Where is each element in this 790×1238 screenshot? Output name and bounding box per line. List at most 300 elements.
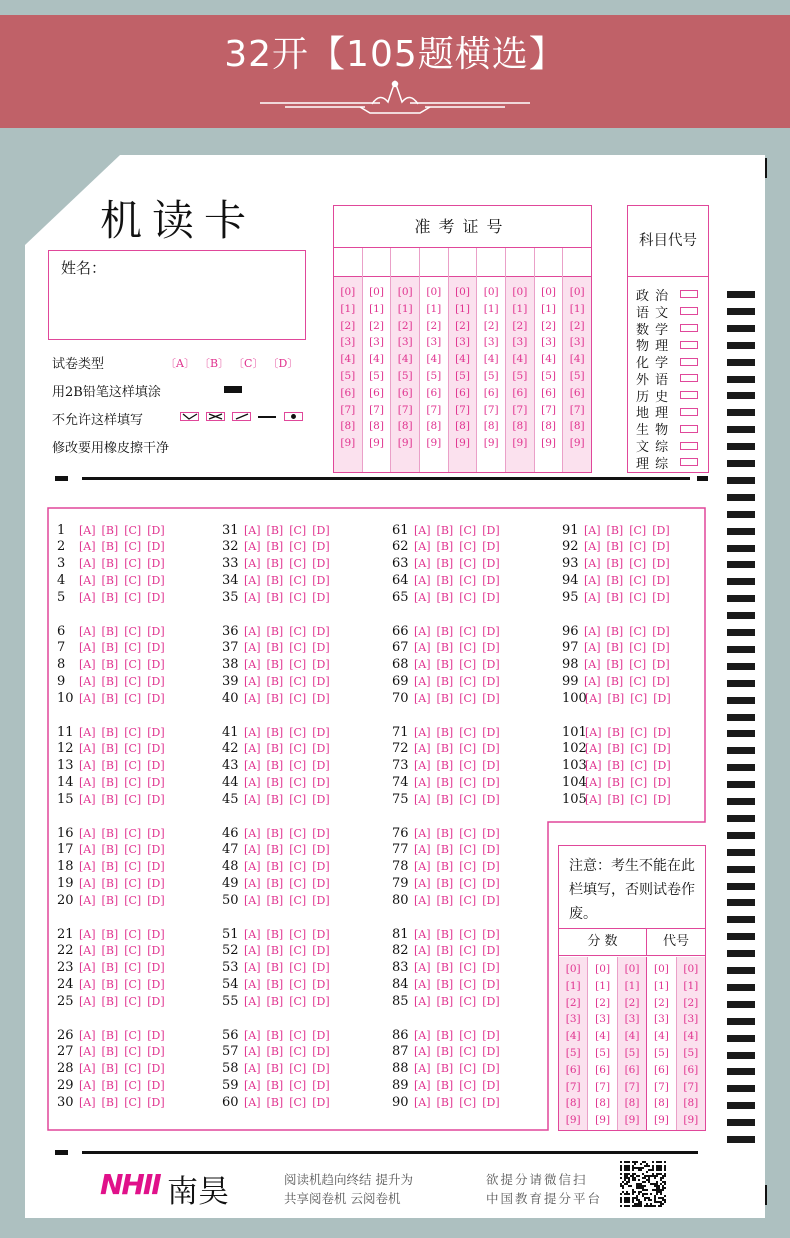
- option-d[interactable]: [D]: [312, 573, 330, 587]
- option-a[interactable]: [A]: [244, 590, 261, 604]
- option-d[interactable]: [D]: [312, 1095, 330, 1109]
- ticket-bubble-3[interactable]: [3]: [569, 336, 585, 349]
- option-b[interactable]: [B]: [101, 893, 119, 907]
- option-d[interactable]: [D]: [147, 994, 165, 1008]
- option-b[interactable]: [B]: [101, 725, 119, 739]
- option-a[interactable]: [A]: [79, 658, 96, 672]
- option-a[interactable]: [A]: [414, 573, 431, 587]
- option-d[interactable]: [D]: [482, 944, 500, 958]
- option-d[interactable]: [D]: [482, 674, 500, 688]
- option-b[interactable]: [B]: [266, 994, 284, 1008]
- option-a[interactable]: [A]: [244, 573, 261, 587]
- ticket-bubble-3[interactable]: [3]: [455, 336, 470, 349]
- option-b[interactable]: [B]: [101, 1078, 119, 1092]
- ticket-bubble-7[interactable]: [7]: [569, 403, 585, 416]
- option-b[interactable]: [B]: [606, 523, 624, 537]
- ticket-bubble-6[interactable]: [6]: [541, 386, 556, 399]
- ticket-bubble-1[interactable]: [1]: [569, 302, 585, 315]
- ticket-bubble-5[interactable]: [5]: [455, 369, 470, 382]
- option-c[interactable]: [C]: [629, 540, 647, 554]
- option-d[interactable]: [D]: [147, 742, 165, 756]
- option-a[interactable]: [A]: [414, 674, 431, 688]
- score-bubble-6[interactable]: [6]: [565, 1063, 581, 1076]
- option-c[interactable]: [C]: [124, 540, 142, 554]
- option-c[interactable]: [C]: [630, 725, 648, 739]
- ticket-bubble-0[interactable]: [0]: [426, 286, 442, 298]
- option-d[interactable]: [D]: [147, 573, 165, 587]
- option-a[interactable]: [A]: [79, 876, 96, 890]
- option-a[interactable]: [A]: [79, 843, 96, 857]
- option-c[interactable]: [C]: [459, 624, 477, 638]
- option-b[interactable]: [B]: [266, 977, 284, 991]
- score-bubble-8[interactable]: [8]: [565, 1097, 581, 1110]
- option-a[interactable]: [A]: [414, 641, 431, 655]
- ticket-bubble-2[interactable]: [2]: [340, 319, 356, 332]
- option-b[interactable]: [B]: [436, 1095, 454, 1109]
- option-b[interactable]: [B]: [266, 893, 284, 907]
- option-b[interactable]: [B]: [436, 624, 454, 638]
- ticket-bubble-1[interactable]: [1]: [397, 302, 413, 315]
- ticket-bubble-6[interactable]: [6]: [569, 386, 585, 399]
- option-c[interactable]: [C]: [289, 742, 307, 756]
- option-d[interactable]: [D]: [482, 557, 500, 571]
- option-b[interactable]: [B]: [101, 775, 119, 789]
- option-c[interactable]: [C]: [629, 557, 647, 571]
- option-b[interactable]: [B]: [606, 641, 624, 655]
- option-d[interactable]: [D]: [147, 1028, 165, 1042]
- option-b[interactable]: [B]: [436, 826, 454, 840]
- ticket-bubble-7[interactable]: [7]: [426, 403, 442, 416]
- option-c[interactable]: [C]: [124, 961, 142, 975]
- option-d[interactable]: [D]: [482, 1028, 500, 1042]
- option-c[interactable]: [C]: [124, 927, 142, 941]
- score-bubble-0[interactable]: [0]: [624, 963, 640, 975]
- option-c[interactable]: [C]: [289, 624, 307, 638]
- option-d[interactable]: [D]: [653, 725, 671, 739]
- option-d[interactable]: [D]: [482, 977, 500, 991]
- option-b[interactable]: [B]: [101, 927, 119, 941]
- option-c[interactable]: [C]: [124, 691, 142, 705]
- ticket-bubble-3[interactable]: [3]: [426, 336, 442, 349]
- option-a[interactable]: [A]: [79, 1028, 96, 1042]
- option-c[interactable]: [C]: [629, 641, 647, 655]
- option-c[interactable]: [C]: [289, 557, 307, 571]
- score-bubble-9[interactable]: [9]: [624, 1114, 640, 1127]
- ticket-bubble-0[interactable]: [0]: [397, 286, 413, 298]
- option-c[interactable]: [C]: [459, 573, 477, 587]
- option-b[interactable]: [B]: [101, 674, 119, 688]
- option-c[interactable]: [C]: [630, 759, 648, 773]
- option-d[interactable]: [D]: [482, 961, 500, 975]
- option-b[interactable]: [B]: [266, 540, 284, 554]
- ticket-bubble-9[interactable]: [9]: [369, 437, 384, 450]
- option-c[interactable]: [C]: [289, 540, 307, 554]
- option-a[interactable]: [A]: [414, 826, 431, 840]
- option-d[interactable]: [D]: [147, 691, 165, 705]
- ticket-bubble-9[interactable]: [9]: [340, 437, 356, 450]
- score-bubble-4[interactable]: [4]: [595, 1030, 611, 1043]
- option-d[interactable]: [D]: [312, 742, 330, 756]
- option-d[interactable]: [D]: [312, 775, 330, 789]
- option-c[interactable]: [C]: [459, 792, 477, 806]
- option-a[interactable]: [A]: [414, 624, 431, 638]
- option-d[interactable]: [D]: [147, 775, 165, 789]
- option-d[interactable]: [D]: [482, 641, 500, 655]
- score-bubble-3[interactable]: [3]: [683, 1013, 699, 1026]
- option-a[interactable]: [A]: [244, 658, 261, 672]
- option-d[interactable]: [D]: [147, 893, 165, 907]
- option-c[interactable]: [C]: [459, 977, 477, 991]
- option-c[interactable]: [C]: [289, 1095, 307, 1109]
- option-b[interactable]: [B]: [436, 961, 454, 975]
- option-a[interactable]: [A]: [79, 1078, 96, 1092]
- option-d[interactable]: [D]: [652, 658, 670, 672]
- ticket-bubble-1[interactable]: [1]: [512, 302, 528, 315]
- option-d[interactable]: [D]: [312, 590, 330, 604]
- option-c[interactable]: [C]: [124, 1062, 142, 1076]
- option-a[interactable]: [A]: [414, 1095, 431, 1109]
- option-c[interactable]: [C]: [459, 725, 477, 739]
- option-c[interactable]: [C]: [459, 674, 477, 688]
- option-d[interactable]: [D]: [653, 792, 671, 806]
- option-a[interactable]: [A]: [584, 557, 601, 571]
- option-b[interactable]: [B]: [266, 1028, 284, 1042]
- option-d[interactable]: [D]: [312, 1062, 330, 1076]
- option-b[interactable]: [B]: [266, 927, 284, 941]
- option-b[interactable]: [B]: [606, 540, 624, 554]
- option-d[interactable]: [D]: [147, 927, 165, 941]
- option-a[interactable]: [A]: [244, 540, 261, 554]
- score-bubble-5[interactable]: [5]: [653, 1046, 669, 1059]
- ticket-bubble-2[interactable]: [2]: [426, 319, 442, 332]
- option-b[interactable]: [B]: [101, 944, 119, 958]
- ticket-bubble-6[interactable]: [6]: [483, 386, 499, 399]
- option-a[interactable]: [A]: [244, 775, 261, 789]
- option-d[interactable]: [D]: [482, 590, 500, 604]
- option-a[interactable]: [A]: [244, 1078, 261, 1092]
- option-b[interactable]: [B]: [101, 523, 119, 537]
- option-c[interactable]: [C]: [459, 843, 477, 857]
- option-a[interactable]: [A]: [585, 759, 602, 773]
- option-d[interactable]: [D]: [312, 843, 330, 857]
- ticket-bubble-6[interactable]: [6]: [512, 386, 528, 399]
- option-c[interactable]: [C]: [289, 893, 307, 907]
- option-b[interactable]: [B]: [101, 641, 119, 655]
- option-a[interactable]: [A]: [244, 1045, 261, 1059]
- option-a[interactable]: [A]: [244, 893, 261, 907]
- option-b[interactable]: [B]: [266, 658, 284, 672]
- option-d[interactable]: [D]: [312, 994, 330, 1008]
- option-b[interactable]: [B]: [101, 860, 119, 874]
- ticket-bubble-7[interactable]: [7]: [512, 403, 528, 416]
- option-d[interactable]: [D]: [147, 1062, 165, 1076]
- option-d[interactable]: [D]: [312, 893, 330, 907]
- option-c[interactable]: [C]: [459, 759, 477, 773]
- score-bubble-5[interactable]: [5]: [595, 1046, 611, 1059]
- option-b[interactable]: [B]: [101, 876, 119, 890]
- option-c[interactable]: [C]: [124, 977, 142, 991]
- score-bubble-5[interactable]: [5]: [624, 1046, 640, 1059]
- option-c[interactable]: [C]: [124, 624, 142, 638]
- option-b[interactable]: [B]: [436, 944, 454, 958]
- option-d[interactable]: [D]: [312, 961, 330, 975]
- ticket-bubble-0[interactable]: [0]: [569, 286, 585, 298]
- option-d[interactable]: [D]: [653, 691, 671, 705]
- option-d[interactable]: [D]: [312, 1078, 330, 1092]
- option-d[interactable]: [D]: [147, 1078, 165, 1092]
- option-d[interactable]: [D]: [652, 557, 670, 571]
- ticket-bubble-4[interactable]: [4]: [426, 353, 442, 366]
- option-b[interactable]: [B]: [266, 1045, 284, 1059]
- option-d[interactable]: [D]: [653, 742, 671, 756]
- option-b[interactable]: [B]: [101, 691, 119, 705]
- option-b[interactable]: [B]: [101, 843, 119, 857]
- ticket-bubble-6[interactable]: [6]: [369, 386, 384, 399]
- option-c[interactable]: [C]: [459, 1095, 477, 1109]
- option-a[interactable]: [A]: [584, 523, 601, 537]
- option-d[interactable]: [D]: [482, 1045, 500, 1059]
- option-a[interactable]: [A]: [244, 843, 261, 857]
- ticket-bubble-2[interactable]: [2]: [569, 319, 585, 332]
- option-b[interactable]: [B]: [606, 674, 624, 688]
- option-c[interactable]: [C]: [289, 860, 307, 874]
- ticket-bubble-2[interactable]: [2]: [369, 319, 384, 332]
- option-a[interactable]: [A]: [414, 994, 431, 1008]
- option-b[interactable]: [B]: [101, 792, 119, 806]
- option-a[interactable]: [A]: [79, 1095, 96, 1109]
- ticket-bubble-4[interactable]: [4]: [569, 353, 585, 366]
- option-b[interactable]: [B]: [436, 927, 454, 941]
- option-b[interactable]: [B]: [436, 860, 454, 874]
- option-a[interactable]: [A]: [244, 977, 261, 991]
- option-a[interactable]: [A]: [79, 523, 96, 537]
- score-bubble-4[interactable]: [4]: [683, 1030, 699, 1043]
- option-d[interactable]: [D]: [312, 759, 330, 773]
- option-c[interactable]: [C]: [289, 792, 307, 806]
- option-b[interactable]: [B]: [266, 641, 284, 655]
- option-d[interactable]: [D]: [482, 523, 500, 537]
- option-d[interactable]: [D]: [482, 893, 500, 907]
- option-b[interactable]: [B]: [266, 624, 284, 638]
- option-d[interactable]: [D]: [482, 876, 500, 890]
- option-d[interactable]: [D]: [312, 876, 330, 890]
- option-d[interactable]: [D]: [147, 557, 165, 571]
- option-c[interactable]: [C]: [124, 557, 142, 571]
- option-b[interactable]: [B]: [266, 860, 284, 874]
- option-a[interactable]: [A]: [79, 674, 96, 688]
- option-a[interactable]: [A]: [584, 674, 601, 688]
- score-bubble-9[interactable]: [9]: [683, 1114, 699, 1127]
- option-c[interactable]: [C]: [124, 860, 142, 874]
- option-d[interactable]: [D]: [482, 994, 500, 1008]
- option-c[interactable]: [C]: [629, 590, 647, 604]
- option-a[interactable]: [A]: [244, 944, 261, 958]
- option-d[interactable]: [D]: [147, 725, 165, 739]
- option-c[interactable]: [C]: [459, 961, 477, 975]
- option-c[interactable]: [C]: [289, 826, 307, 840]
- score-bubble-2[interactable]: [2]: [653, 996, 669, 1009]
- option-a[interactable]: [A]: [414, 1062, 431, 1076]
- ticket-bubble-1[interactable]: [1]: [369, 302, 384, 315]
- qr-code-icon[interactable]: [620, 1161, 666, 1207]
- option-b[interactable]: [B]: [436, 573, 454, 587]
- score-bubble-3[interactable]: [3]: [653, 1013, 669, 1026]
- score-bubble-9[interactable]: [9]: [595, 1114, 611, 1127]
- option-b[interactable]: [B]: [266, 1078, 284, 1092]
- option-a[interactable]: [A]: [244, 523, 261, 537]
- option-a[interactable]: [A]: [414, 742, 431, 756]
- ticket-bubble-3[interactable]: [3]: [369, 336, 384, 349]
- option-a[interactable]: [A]: [244, 927, 261, 941]
- option-d[interactable]: [D]: [147, 1045, 165, 1059]
- option-d[interactable]: [D]: [312, 523, 330, 537]
- option-a[interactable]: [A]: [414, 759, 431, 773]
- score-bubble-1[interactable]: [1]: [565, 979, 581, 992]
- ticket-bubble-8[interactable]: [8]: [455, 420, 470, 433]
- score-bubble-7[interactable]: [7]: [653, 1080, 669, 1093]
- option-b[interactable]: [B]: [436, 1028, 454, 1042]
- option-a[interactable]: [A]: [79, 742, 96, 756]
- option-d[interactable]: [D]: [652, 573, 670, 587]
- ticket-bubble-9[interactable]: [9]: [455, 437, 470, 450]
- option-b[interactable]: [B]: [436, 725, 454, 739]
- ticket-bubble-1[interactable]: [1]: [541, 302, 556, 315]
- option-b[interactable]: [B]: [101, 624, 119, 638]
- paper-type-a[interactable]: 〔A〕: [165, 357, 195, 370]
- option-d[interactable]: [D]: [312, 944, 330, 958]
- ticket-bubble-3[interactable]: [3]: [340, 336, 356, 349]
- score-bubble-4[interactable]: [4]: [653, 1030, 669, 1043]
- option-a[interactable]: [A]: [584, 658, 601, 672]
- ticket-bubble-1[interactable]: [1]: [340, 302, 356, 315]
- ticket-bubble-5[interactable]: [5]: [541, 369, 556, 382]
- option-c[interactable]: [C]: [124, 590, 142, 604]
- ticket-bubble-4[interactable]: [4]: [455, 353, 470, 366]
- option-b[interactable]: [B]: [436, 590, 454, 604]
- ticket-bubble-3[interactable]: [3]: [512, 336, 528, 349]
- option-d[interactable]: [D]: [147, 590, 165, 604]
- ticket-bubble-9[interactable]: [9]: [426, 437, 442, 450]
- option-b[interactable]: [B]: [606, 624, 624, 638]
- option-a[interactable]: [A]: [584, 590, 601, 604]
- option-c[interactable]: [C]: [459, 944, 477, 958]
- option-a[interactable]: [A]: [414, 927, 431, 941]
- option-c[interactable]: [C]: [124, 658, 142, 672]
- option-a[interactable]: [A]: [585, 775, 602, 789]
- option-b[interactable]: [B]: [436, 674, 454, 688]
- option-c[interactable]: [C]: [124, 1095, 142, 1109]
- option-a[interactable]: [A]: [414, 1078, 431, 1092]
- ticket-bubble-5[interactable]: [5]: [426, 369, 442, 382]
- option-d[interactable]: [D]: [482, 927, 500, 941]
- ticket-bubble-7[interactable]: [7]: [369, 403, 384, 416]
- option-a[interactable]: [A]: [79, 1045, 96, 1059]
- score-bubble-6[interactable]: [6]: [683, 1063, 699, 1076]
- option-a[interactable]: [A]: [79, 759, 96, 773]
- ticket-bubble-9[interactable]: [9]: [541, 437, 556, 450]
- score-bubble-2[interactable]: [2]: [683, 996, 699, 1009]
- option-b[interactable]: [B]: [266, 775, 284, 789]
- paper-type-d[interactable]: 〔D〕: [267, 357, 299, 370]
- option-b[interactable]: [B]: [436, 1078, 454, 1092]
- option-b[interactable]: [B]: [266, 843, 284, 857]
- option-c[interactable]: [C]: [459, 641, 477, 655]
- score-bubble-7[interactable]: [7]: [595, 1080, 611, 1093]
- option-d[interactable]: [D]: [312, 624, 330, 638]
- option-b[interactable]: [B]: [606, 658, 624, 672]
- score-bubble-0[interactable]: [0]: [683, 963, 699, 975]
- option-a[interactable]: [A]: [414, 977, 431, 991]
- option-c[interactable]: [C]: [629, 658, 647, 672]
- score-bubble-5[interactable]: [5]: [565, 1046, 581, 1059]
- option-c[interactable]: [C]: [289, 1045, 307, 1059]
- option-b[interactable]: [B]: [266, 691, 284, 705]
- option-d[interactable]: [D]: [482, 742, 500, 756]
- option-a[interactable]: [A]: [585, 725, 602, 739]
- option-c[interactable]: [C]: [629, 573, 647, 587]
- option-a[interactable]: [A]: [79, 826, 96, 840]
- option-c[interactable]: [C]: [124, 759, 142, 773]
- option-b[interactable]: [B]: [266, 759, 284, 773]
- ticket-bubble-8[interactable]: [8]: [541, 420, 556, 433]
- option-d[interactable]: [D]: [147, 641, 165, 655]
- ticket-bubble-1[interactable]: [1]: [455, 302, 470, 315]
- option-c[interactable]: [C]: [124, 1078, 142, 1092]
- option-b[interactable]: [B]: [266, 523, 284, 537]
- option-b[interactable]: [B]: [266, 573, 284, 587]
- option-a[interactable]: [A]: [244, 1062, 261, 1076]
- option-d[interactable]: [D]: [312, 1028, 330, 1042]
- score-bubble-4[interactable]: [4]: [565, 1030, 581, 1043]
- option-a[interactable]: [A]: [414, 725, 431, 739]
- paper-type-b[interactable]: 〔B〕: [198, 357, 230, 370]
- option-a[interactable]: [A]: [414, 590, 431, 604]
- option-c[interactable]: [C]: [459, 557, 477, 571]
- ticket-bubble-7[interactable]: [7]: [541, 403, 556, 416]
- option-a[interactable]: [A]: [79, 927, 96, 941]
- option-d[interactable]: [D]: [147, 826, 165, 840]
- score-bubble-8[interactable]: [8]: [624, 1097, 640, 1110]
- ticket-bubble-9[interactable]: [9]: [483, 437, 499, 450]
- option-b[interactable]: [B]: [101, 573, 119, 587]
- option-d[interactable]: [D]: [482, 792, 500, 806]
- option-a[interactable]: [A]: [584, 641, 601, 655]
- option-c[interactable]: [C]: [124, 876, 142, 890]
- ticket-bubble-2[interactable]: [2]: [541, 319, 556, 332]
- option-d[interactable]: [D]: [147, 540, 165, 554]
- option-d[interactable]: [D]: [147, 843, 165, 857]
- ticket-bubble-5[interactable]: [5]: [397, 369, 413, 382]
- option-c[interactable]: [C]: [630, 742, 648, 756]
- option-c[interactable]: [C]: [289, 994, 307, 1008]
- option-a[interactable]: [A]: [585, 742, 602, 756]
- ticket-bubble-7[interactable]: [7]: [483, 403, 499, 416]
- option-d[interactable]: [D]: [147, 759, 165, 773]
- option-d[interactable]: [D]: [312, 674, 330, 688]
- option-b[interactable]: [B]: [436, 893, 454, 907]
- ticket-bubble-4[interactable]: [4]: [369, 353, 384, 366]
- option-c[interactable]: [C]: [289, 1028, 307, 1042]
- option-b[interactable]: [B]: [607, 759, 625, 773]
- ticket-bubble-6[interactable]: [6]: [426, 386, 442, 399]
- ticket-bubble-0[interactable]: [0]: [369, 286, 384, 298]
- option-a[interactable]: [A]: [414, 1045, 431, 1059]
- ticket-bubble-7[interactable]: [7]: [340, 403, 356, 416]
- option-b[interactable]: [B]: [101, 1028, 119, 1042]
- score-bubble-0[interactable]: [0]: [565, 963, 581, 975]
- option-c[interactable]: [C]: [124, 792, 142, 806]
- option-d[interactable]: [D]: [147, 624, 165, 638]
